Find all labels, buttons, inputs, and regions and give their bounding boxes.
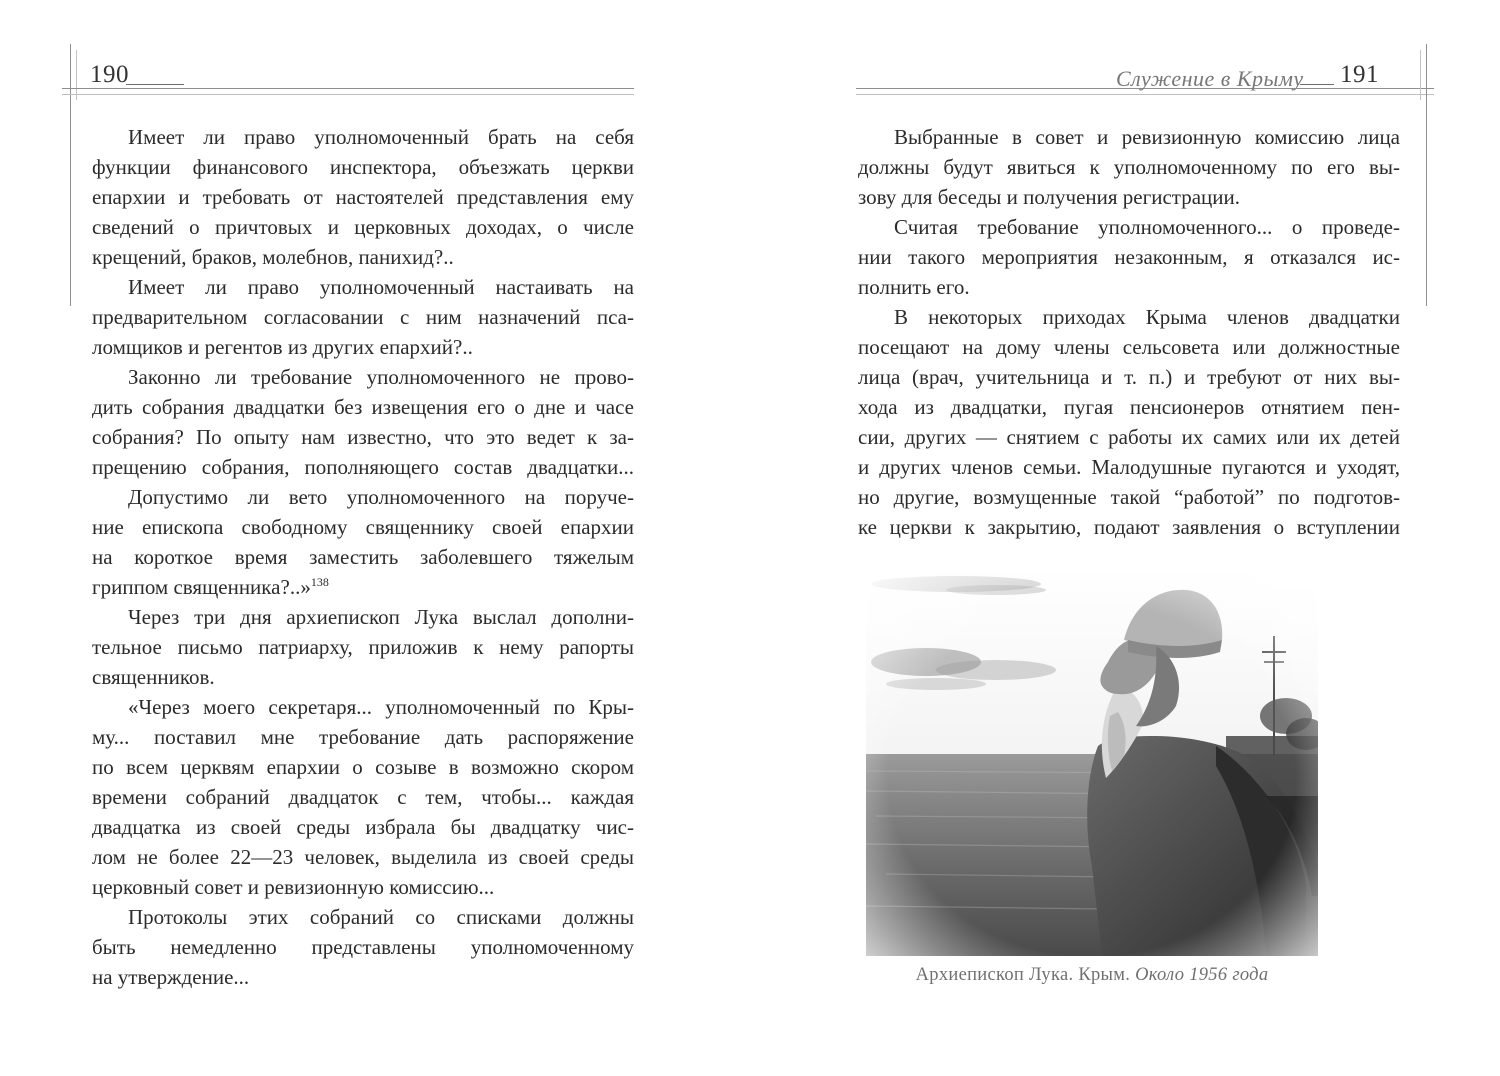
text-line-content: предварительном согласовании с ним назначений пса-: [92, 305, 634, 329]
text-line-content: по всем церквям епархии о созыве в возможно скором: [92, 755, 634, 779]
text-line-content: на короткое время заместить заболевшего тяжелым: [92, 545, 634, 569]
right-frame-rule-outer: [1426, 44, 1427, 306]
text-line: [92, 212, 634, 242]
archbishop-photo: [866, 566, 1318, 956]
text-line-content: Через три дня архиепископ Лука выслал дополни-: [128, 605, 634, 629]
text-line: [92, 332, 634, 362]
text-line: [92, 572, 634, 602]
text-line-content: Протоколы этих собраний со списками должны: [128, 905, 634, 929]
text-line: [858, 362, 1400, 392]
text-line: [92, 452, 634, 482]
left-frame-rule-inner: [76, 50, 77, 100]
text-line-content: Законно ли требование уполномоченного не прово-: [128, 365, 634, 389]
text-line-content: двадцатка из своей среды избрала бы двадцатку чис-: [92, 815, 634, 839]
text-line: [92, 842, 634, 872]
text-line: [92, 752, 634, 782]
text-line-content: времени собраний двадцаток с тем, чтобы... каждая: [92, 785, 634, 809]
text-line: [92, 782, 634, 812]
text-line-content: ке церкви к закрытию, подают заявления о вступлении: [858, 515, 1400, 539]
right-frame-rule-inner: [1420, 50, 1421, 100]
text-line: [858, 422, 1400, 452]
text-line: [858, 332, 1400, 362]
text-line-content: крещений, браков, молебнов, панихид?..: [92, 245, 454, 269]
text-line: [92, 362, 634, 392]
text-line-content: «Через моего секретаря... уполномоченный по Кры-: [128, 695, 634, 719]
text-line-content: прещению собрания, пополняющего состав двадцатки...: [92, 455, 634, 479]
text-line-content: Имеет ли право уполномоченный брать на себя: [128, 125, 634, 149]
left-page-number: 190: [90, 61, 129, 88]
text-line: [92, 302, 634, 332]
text-line-content: Имеет ли право уполномоченный настаивать на: [128, 275, 634, 299]
text-line-content: полнить его.: [858, 275, 970, 299]
text-line-content: и других членов семьи. Малодушные пугаются и уходят,: [858, 455, 1400, 479]
right-runninghead-underline: [1300, 84, 1334, 85]
text-line: [92, 512, 634, 542]
text-line: [858, 302, 1400, 332]
text-line: [92, 632, 634, 662]
text-line: [858, 122, 1400, 152]
text-line-content: церковный совет и ревизионную комиссию...: [92, 875, 495, 899]
text-line: [858, 452, 1400, 482]
text-line-content: должны будут явиться к уполномоченному по его вы-: [858, 155, 1400, 179]
text-line-content: дить собрания двадцатки без извещения его о дне и часе: [92, 395, 634, 419]
text-line: [858, 182, 1400, 212]
text-line: [92, 182, 634, 212]
text-line-content: епархии и требовать от настоятелей представления ему: [92, 185, 634, 209]
left-header-rule-2: [62, 94, 634, 95]
text-line-content: посещают на дому члены сельсовета или должностные: [858, 335, 1400, 359]
right-page-number: 191: [1340, 61, 1379, 88]
right-page-body: [858, 122, 1400, 542]
text-line-content: на утверждение...: [92, 965, 250, 989]
text-line-content: лица (врач, учительница и т. п.) и требуют от них вы-: [858, 365, 1400, 389]
text-line: [92, 392, 634, 422]
text-line: [858, 272, 1400, 302]
text-line: [858, 212, 1400, 242]
text-line: [858, 242, 1400, 272]
left-pagenum-underline: [126, 84, 184, 85]
text-line: [92, 902, 634, 932]
running-head: Служение в Крыму: [1116, 66, 1304, 91]
text-line-content: му... поставил мне требование дать распоряжение: [92, 725, 634, 749]
left-header-rule-1: [62, 88, 634, 89]
text-line: [92, 662, 634, 692]
text-line: [92, 542, 634, 572]
text-line-content: нии такого мероприятия незаконным, я отказался ис-: [858, 245, 1400, 269]
text-line: [92, 812, 634, 842]
text-line: [92, 422, 634, 452]
text-line-content: Выбранные в совет и ревизионную комиссию лица: [894, 125, 1400, 149]
text-line: [92, 122, 634, 152]
text-line: [92, 272, 634, 302]
text-line: [858, 512, 1400, 542]
text-line-content: Считая требование уполномоченного... о проведе-: [894, 215, 1400, 239]
text-line: [92, 152, 634, 182]
text-line-content: собрания? По опыту нам известно, что это ведет к за-: [92, 425, 634, 449]
text-line-content: лом не более 22—23 человек, выделила из своей среды: [92, 845, 634, 869]
text-line: [92, 932, 634, 962]
text-line: [92, 872, 634, 902]
text-line: [92, 602, 634, 632]
text-line-content: функции финансового инспектора, объезжать церкви: [92, 155, 634, 179]
right-header-rule-2: [856, 94, 1434, 95]
text-line-content: зову для беседы и получения регистрации.: [858, 185, 1241, 209]
text-line-content: ние епископа свободному священнику своей епархии: [92, 515, 634, 539]
text-line: [92, 482, 634, 512]
text-line: [92, 962, 634, 992]
text-line: [92, 692, 634, 722]
photo-caption: [866, 965, 1318, 986]
text-line: [92, 242, 634, 272]
footnote-marker: 138: [310, 575, 329, 589]
text-line-content: хода из двадцатки, пугая пенсионеров отнятием пен-: [858, 395, 1400, 419]
text-line-content: но другие, возмущенные такой “работой” по подготов-: [858, 485, 1400, 509]
text-line-content: В некоторых приходах Крыма членов двадцатки: [894, 305, 1400, 329]
text-line: [858, 152, 1400, 182]
text-line: [858, 482, 1400, 512]
left-frame-rule-outer: [70, 44, 71, 306]
text-line-content: сведений о причтовых и церковных доходах, о числе: [92, 215, 634, 239]
photo-caption-main: Архиепископ Лука. Крым.: [915, 965, 1131, 985]
text-line-content: тельное письмо патриарху, приложив к нему рапорты: [92, 635, 634, 659]
text-line-content: Допустимо ли вето уполномоченного на поруче-: [128, 485, 634, 509]
photo-caption-date: Около 1956 года: [1135, 965, 1269, 985]
text-line-content: гриппом священника?..»: [92, 575, 311, 599]
text-line-content: быть немедленно представлены уполномоченному: [92, 935, 634, 959]
text-line-content: сии, других — снятием с работы их самих или их детей: [858, 425, 1400, 449]
text-line: [92, 722, 634, 752]
left-page-body: [92, 122, 634, 992]
text-line-content: ломщиков и регентов из других епархий?..: [92, 335, 473, 359]
text-line: [858, 392, 1400, 422]
text-line-content: священников.: [92, 665, 215, 689]
